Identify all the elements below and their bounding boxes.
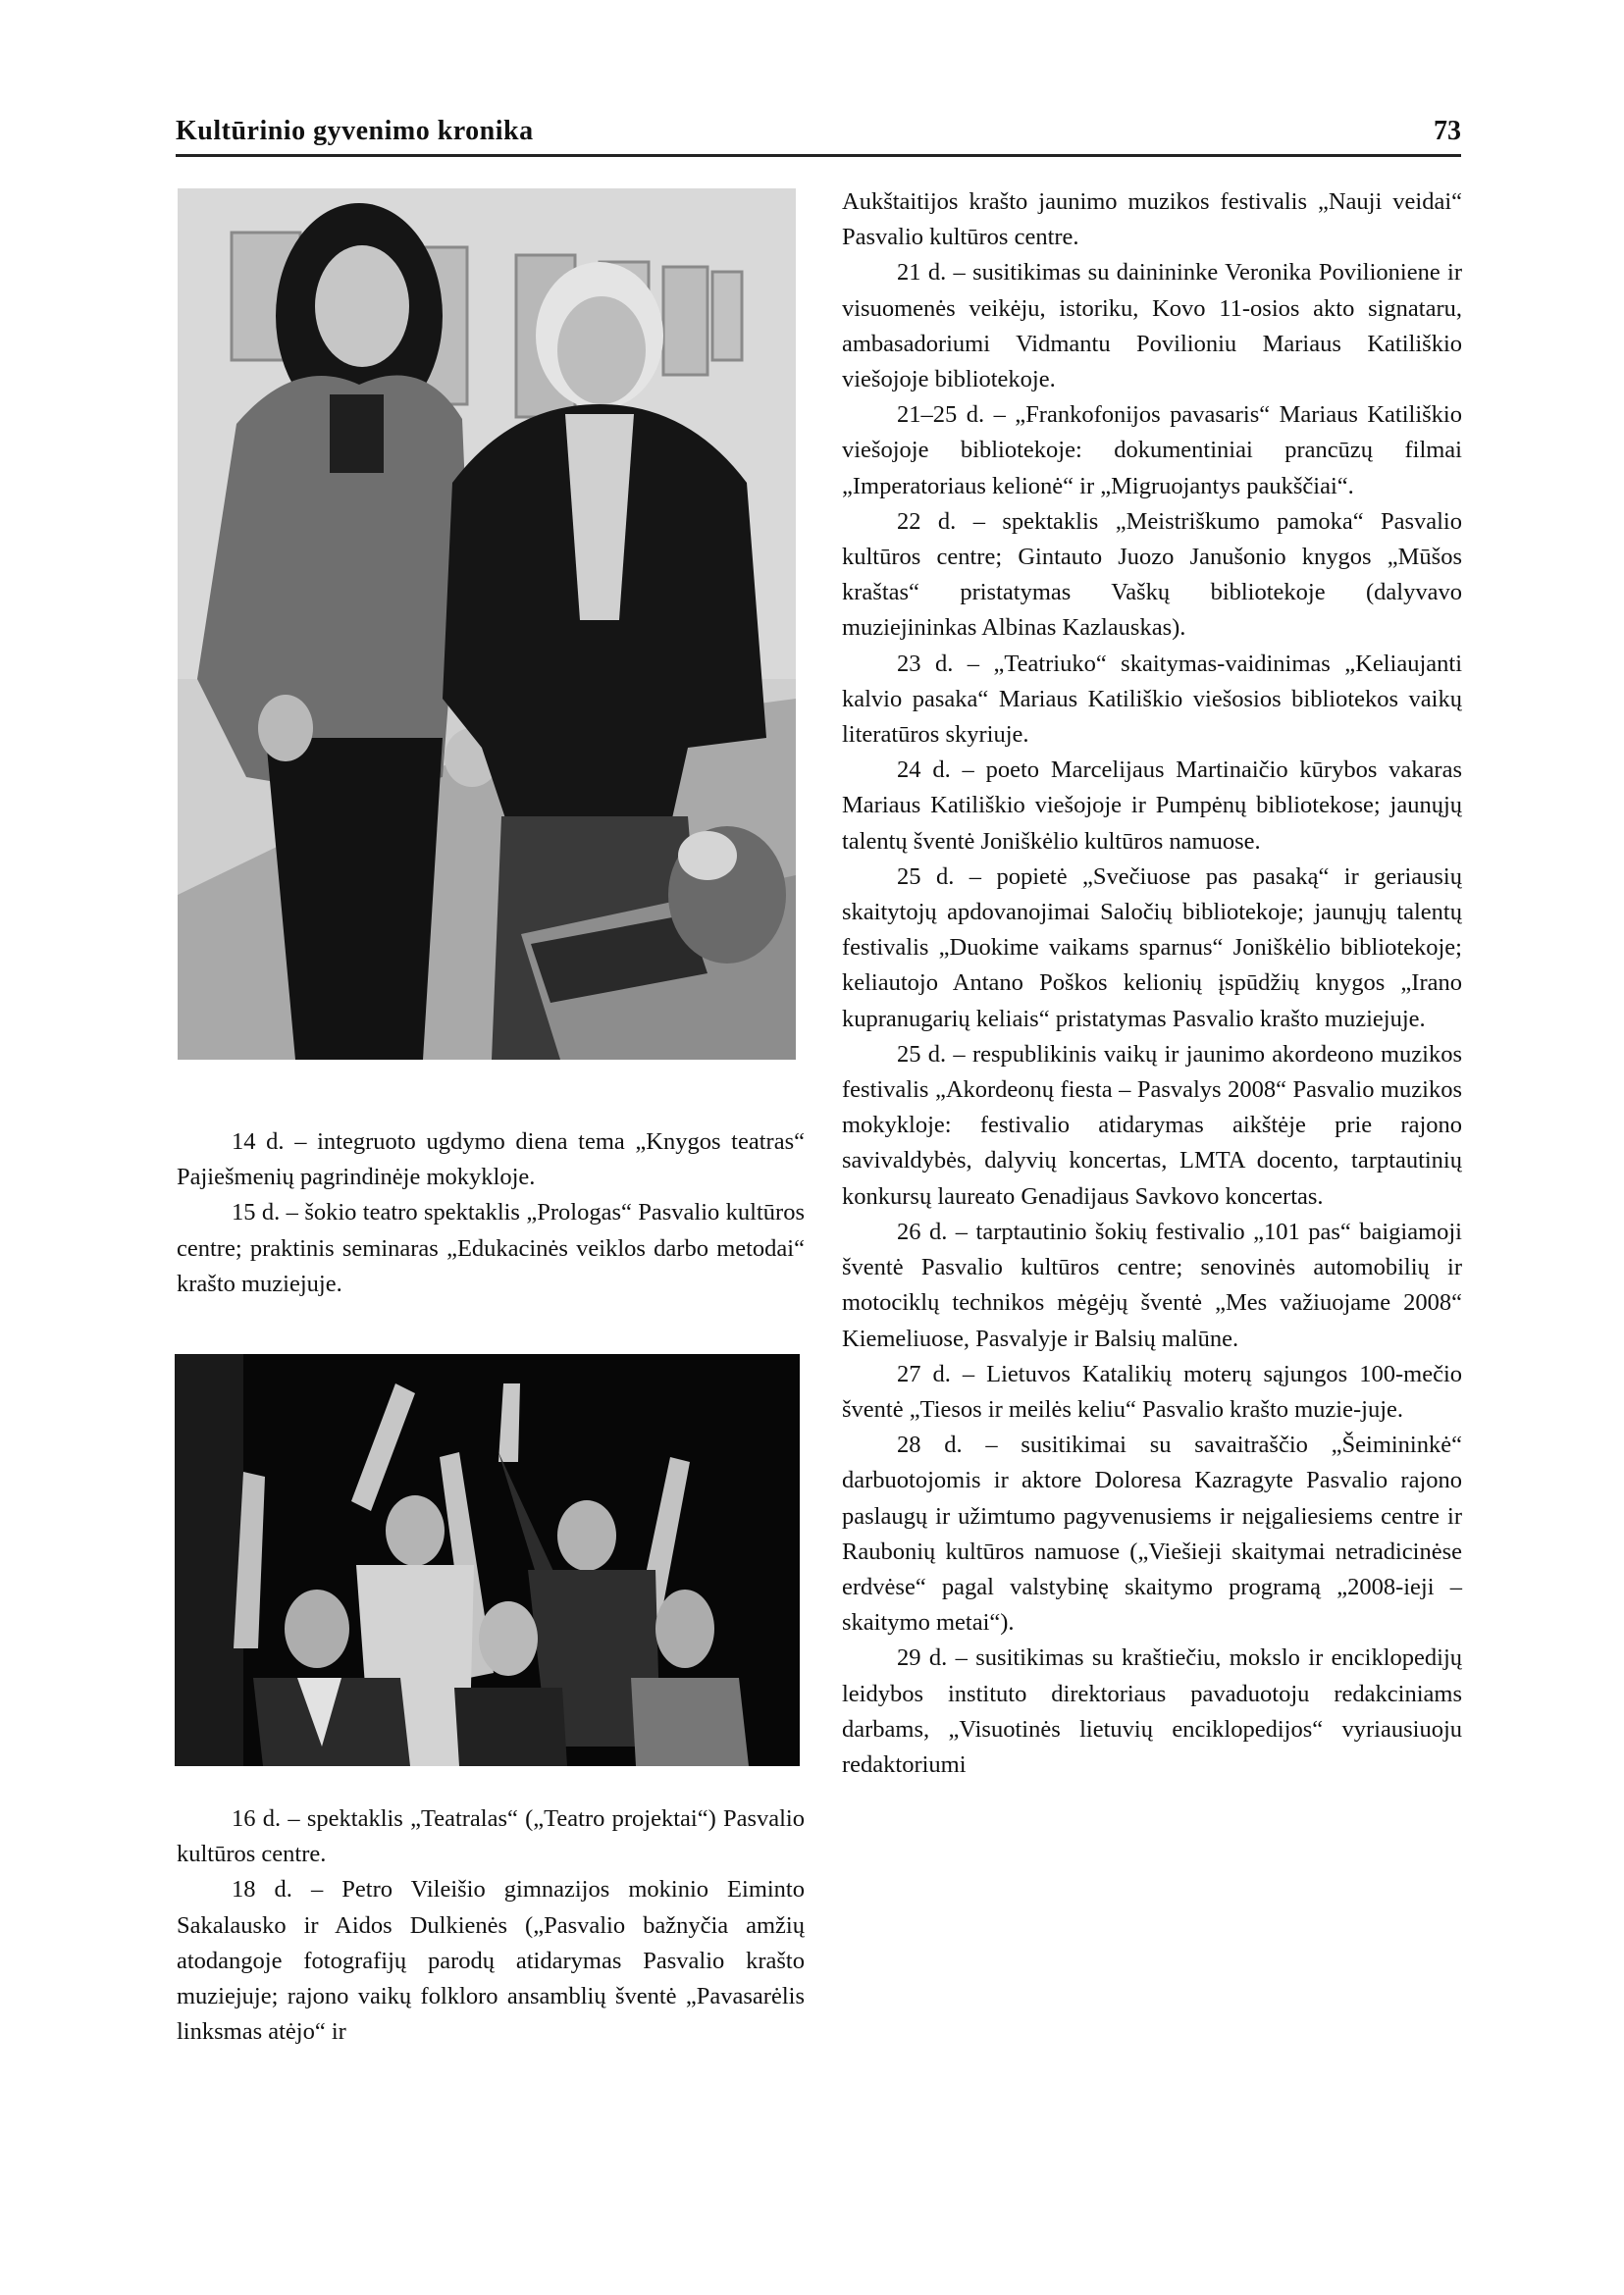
entry-28: 28 d. – susitikimai su savaitraščio „Šeimininkė“ darbuotojomis ir aktore Doloresa Kazragyte Pasvalio rajono paslaugų ir užimtumo pagyvenusiems ir neįgaliesiems centre ir Raubonių kultūros namuose („Viešieji skaitymai netradicinėse erdvėse“ pagal valstybinę skaitymo programą „2008-ieji –skaitymo metai“). [842, 1432, 1462, 1637]
entry-29: 29 d. – susitikimas su kraštiečiu, mokslo ir enciklopedijų leidybos instituto direktoriaus pavaduotoju redakciniams darbams, „Visuotinės lietuvių enciklopedijos“ vyriausiuoju redaktoriumi [842, 1644, 1462, 1778]
entry-22: 22 d. – spektaklis „Meistriškumo pamoka“ Pasvalio kultūros centre; Gintauto Juozo Janušonio knygos „Mūšos kraštas“ pristatymas Vaškų bibliotekoje (dalyvavo muziejininkas Albinas Kazlauskas). [842, 507, 1462, 642]
entry-21-25: 21–25 d. – „Frankofonijos pavasaris“ Mariaus Katiliškio viešojoje bibliotekoje: dokumentiniai prancūzų filmai „Imperatoriaus kelionė“ ir „Migruojantys paukščiai“. [842, 401, 1462, 499]
entry-25b: 25 d. – respublikinis vaikų ir jaunimo akordeono muzikos festivalis „Akordeonų fiesta – Pasvalys 2008“ Pasvalio muzikos mokykloje: festivalio atidarymas aikštėje prie rajono savivaldybės, dalyvių koncertas, LMTA docento, tarptautinių konkursų laureato Genadijaus Savkovo koncertas. [842, 1040, 1462, 1210]
right-column-text [842, 184, 1462, 1783]
entry-16: 16 d. – spektaklis „Teatralas“ („Teatro projektai“) Pasvalio kultūros centre. [177, 1805, 805, 1868]
entry-14: 14 d. – integruoto ugdymo diena tema „Knygos teatras“ Pajiešmenių pagrindinėje mokykloje. [177, 1128, 805, 1191]
entry-27: 27 d. – Lietuvos Katalikių moterų sąjungos 100-mečio šventė „Tiesos ir meilės keliu“ Pasvalio krašto muzie-juje. [842, 1360, 1462, 1423]
running-header [176, 116, 1461, 155]
left-column-text-2 [177, 1801, 805, 2050]
entry-21: 21 d. – susitikimas su dainininke Veronika Povilioniene ir visuomenės veikėju, istoriku, Kovo 11-osios akto signataru, ambasadoriumi Vidmantu Povilioniu Mariaus Katiliškio viešojoje bibliotekoje. [842, 259, 1462, 393]
entry-15: 15 d. – šokio teatro spektaklis „Prologas“ Pasvalio kultūros centre; praktinis seminaras „Edukacinės veiklos darbo metodai“ krašto muziejuje. [177, 1199, 805, 1297]
photo-two-women [178, 188, 796, 1060]
header-rule [176, 154, 1461, 157]
section-title: Kultūrinio gyvenimo kronika [176, 116, 534, 146]
entry-26: 26 d. – tarptautinio šokių festivalio „101 pas“ baigiamoji šventė Pasvalio kultūros centre; senovinės automobilių ir motociklų technikos mėgėjų šventė „Mes važiuojame 2008“ Kiemeliuose, Pasvalyje ir Balsių malūne. [842, 1218, 1462, 1352]
entry-25a: 25 d. – popietė „Svečiuose pas pasaką“ ir geriausių skaitytojų apdovanojimai Saločių bibliotekoje; jaunųjų talentų festivalis „Duokime vaikams sparnus“ Joniškėlio bibliotekoje; keliautojo Antano Poškos kelionių įspūdžių knygos „Irano kupranugarių keliais“ pristatymas Pasvalio krašto muziejuje. [842, 862, 1462, 1032]
photo-stage-performers [175, 1354, 800, 1766]
left-column-text-1 [177, 1124, 805, 1302]
page-number: 73 [1434, 116, 1461, 146]
continued-entry: Aukštaitijos krašto jaunimo muzikos festivalis „Nauji veidai“ Pasvalio kultūros centre. [842, 188, 1462, 251]
entry-23: 23 d. – „Teatriuko“ skaitymas-vaidinimas „Keliaujanti kalvio pasaka“ Mariaus Katiliškio viešosios bibliotekos vaikų literatūros skyriuje. [842, 650, 1462, 749]
entry-24: 24 d. – poeto Marcelijaus Martinaičio kūrybos vakaras Mariaus Katiliškio viešojoje ir Pumpėnų bibliotekose; jaunųjų talentų šventė Joniškėlio kultūros namuose. [842, 756, 1462, 855]
entry-18: 18 d. – Petro Vileišio gimnazijos mokinio Eiminto Sakalausko ir Aidos Dulkienės („Pasvalio bažnyčia amžių atodangoje fotografijų parodų atidarymas Pasvalio krašto muziejuje; rajono vaikų folkloro ansamblių šventė „Pavasarėlis linksmas atėjo“ ir [177, 1876, 805, 2046]
